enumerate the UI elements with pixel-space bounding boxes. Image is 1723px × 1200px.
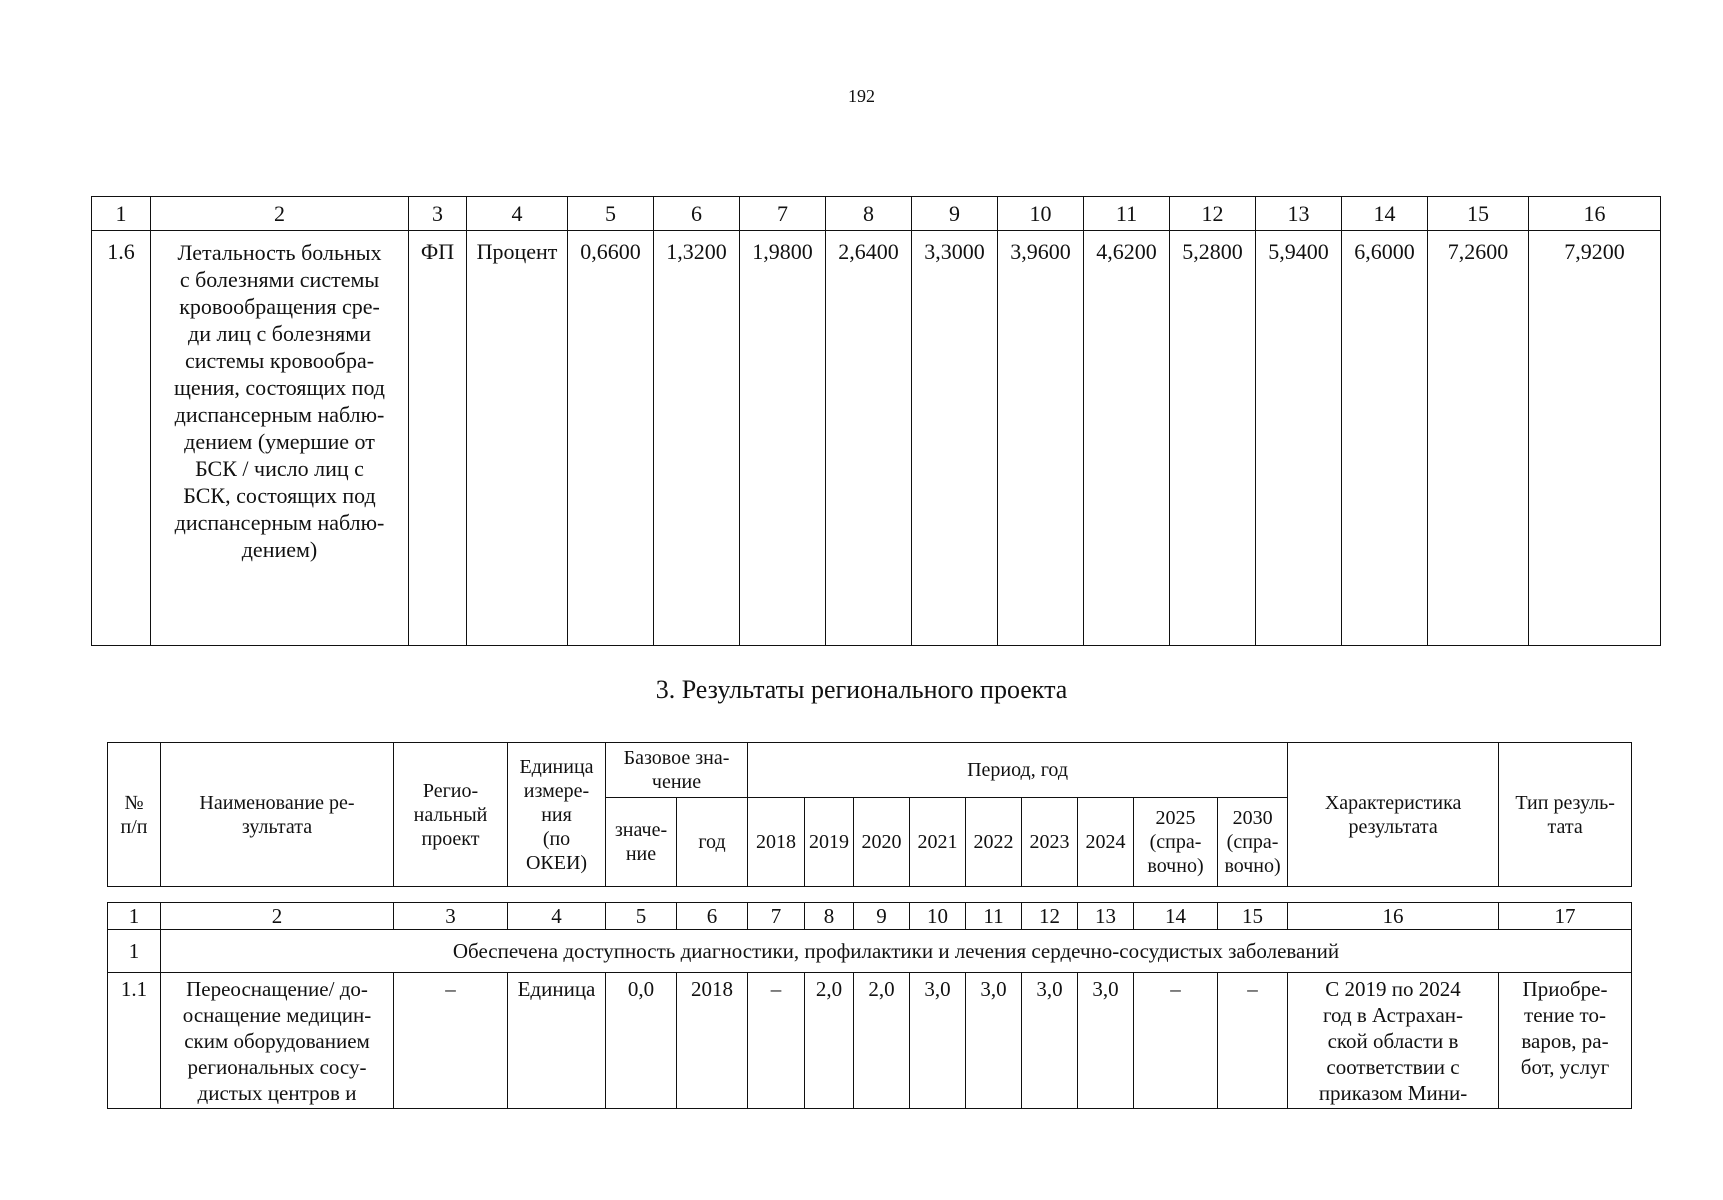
desc-line: с болезнями системы — [179, 267, 380, 292]
results-body-table — [107, 902, 1632, 1109]
value-cell: 2,6400 — [826, 231, 912, 646]
value-cell: 5,2800 — [1170, 231, 1256, 646]
header-line: Наименование ре- — [199, 791, 355, 814]
value-cell: 3,0 — [966, 973, 1022, 1109]
header-base-value — [606, 798, 677, 887]
indicators-table — [91, 196, 1661, 646]
col-number: 13 — [1256, 197, 1342, 231]
header-year: 2024 — [1078, 798, 1134, 887]
header-year: 2018 — [748, 798, 805, 887]
desc-line: Летальность больных — [177, 240, 382, 265]
header-line: ние — [625, 843, 657, 865]
column-numbers-row — [108, 903, 1632, 930]
col-number: 7 — [748, 903, 805, 930]
desc-line: дением (умершие от — [184, 429, 375, 454]
header-line: тата — [1547, 815, 1583, 838]
name-line: дистых центров и — [197, 1081, 357, 1105]
col-number: 8 — [805, 903, 854, 930]
header-line: нальный — [413, 803, 488, 826]
header-type — [1499, 743, 1632, 887]
result-characteristic — [1288, 973, 1499, 1109]
desc-line: диспансерным наблю- — [174, 402, 385, 427]
header-line: зультата — [241, 815, 313, 838]
col-number: 2 — [151, 197, 409, 231]
col-number: 12 — [1022, 903, 1078, 930]
name-line: Переоснащение/ до- — [186, 977, 368, 1001]
col-number: 12 — [1170, 197, 1256, 231]
header-line: ния — [541, 803, 572, 826]
col-number: 9 — [854, 903, 910, 930]
desc-line: БСК, состоящих под — [183, 483, 376, 508]
project-type: ФП — [409, 231, 467, 646]
header-line: Базовое зна- — [623, 747, 730, 769]
col-number: 14 — [1342, 197, 1428, 231]
desc-line: ди лиц с болезнями — [188, 321, 371, 346]
value-cell: 6,6000 — [1342, 231, 1428, 646]
header-line: (спра- — [1226, 831, 1279, 853]
header-line: вочно) — [1147, 855, 1204, 877]
value-cell: 2,0 — [805, 973, 854, 1109]
header-line: Единица — [519, 755, 594, 778]
header-line: № — [124, 791, 144, 814]
header-line: 2025 — [1155, 807, 1196, 829]
regional-project: – — [394, 973, 508, 1109]
name-line: региональных сосу- — [187, 1055, 367, 1079]
type-line: варов, ра- — [1521, 1029, 1609, 1053]
value-cell: – — [748, 973, 805, 1109]
value-cell: 7,9200 — [1529, 231, 1661, 646]
header-year: 2020 — [854, 798, 910, 887]
value-cell: 2,0 — [854, 973, 910, 1109]
header-line: чение — [651, 771, 702, 793]
value-cell: 3,0 — [1078, 973, 1134, 1109]
name-line: ским оборудованием — [184, 1029, 370, 1053]
column-numbers-row — [92, 197, 1661, 231]
value-cell: 3,9600 — [998, 231, 1084, 646]
value-cell: 7,2600 — [1428, 231, 1529, 646]
value-cell: 3,0 — [910, 973, 966, 1109]
task-row — [108, 930, 1632, 973]
header-base — [606, 743, 748, 798]
col-number: 10 — [910, 903, 966, 930]
header-line: измере- — [523, 779, 590, 802]
col-number: 4 — [467, 197, 568, 231]
char-line: ской области в — [1327, 1029, 1459, 1053]
name-line: оснащение медицин- — [182, 1003, 372, 1027]
col-number: 13 — [1078, 903, 1134, 930]
char-line: приказом Мини- — [1318, 1081, 1468, 1105]
value-cell: 5,9400 — [1256, 231, 1342, 646]
header-line: Тип резуль- — [1515, 791, 1615, 814]
header-base-year: год — [677, 798, 748, 887]
col-number: 4 — [508, 903, 606, 930]
header-year-2030 — [1218, 798, 1288, 887]
col-number: 10 — [998, 197, 1084, 231]
task-number: 1 — [108, 930, 161, 973]
task-text: Обеспечена доступность диагностики, профилактики и лечения сердечно-сосудистых заболеваний — [161, 930, 1632, 973]
header-period: Период, год — [748, 743, 1288, 798]
char-line: соответствии с — [1326, 1055, 1460, 1079]
col-number: 14 — [1134, 903, 1218, 930]
header-line: 2030 — [1232, 807, 1273, 829]
value-cell: 1,9800 — [740, 231, 826, 646]
header-name — [161, 743, 394, 887]
col-number: 5 — [568, 197, 654, 231]
desc-line: щения, состоящих под — [173, 375, 386, 400]
col-number: 6 — [677, 903, 748, 930]
value-cell: 4,6200 — [1084, 231, 1170, 646]
header-line: проект — [421, 827, 480, 850]
header-line: Регио- — [422, 779, 479, 802]
col-number: 11 — [966, 903, 1022, 930]
header-line: ОКЕИ) — [525, 851, 588, 874]
value-cell: 3,0 — [1022, 973, 1078, 1109]
col-number: 2 — [161, 903, 394, 930]
header-year: 2019 — [805, 798, 854, 887]
col-number: 1 — [92, 197, 151, 231]
col-number: 15 — [1218, 903, 1288, 930]
header-line: (спра- — [1149, 831, 1202, 853]
header-num — [108, 743, 161, 887]
type-line: Приобре- — [1522, 977, 1608, 1001]
desc-line: системы кровообра- — [184, 348, 375, 373]
type-line: бот, услуг — [1520, 1055, 1610, 1079]
value-cell: – — [1134, 973, 1218, 1109]
desc-line: кровообращения сре- — [179, 294, 380, 319]
header-year: 2023 — [1022, 798, 1078, 887]
header-line: значе- — [614, 819, 668, 841]
col-number: 5 — [606, 903, 677, 930]
value-cell: 3,3000 — [912, 231, 998, 646]
col-number: 16 — [1529, 197, 1661, 231]
col-number: 15 — [1428, 197, 1529, 231]
type-line: тение то- — [1524, 1003, 1606, 1027]
header-project — [394, 743, 508, 887]
header-line: Характеристика — [1324, 791, 1462, 814]
row-number: 1.6 — [92, 231, 151, 646]
col-number: 11 — [1084, 197, 1170, 231]
row-number: 1.1 — [108, 973, 161, 1109]
char-line: С 2019 по 2024 — [1325, 977, 1461, 1001]
base-value: 0,0 — [606, 973, 677, 1109]
header-year: 2022 — [966, 798, 1022, 887]
unit: Единица — [508, 973, 606, 1109]
desc-line: дением) — [241, 537, 318, 562]
value-cell: 1,3200 — [654, 231, 740, 646]
col-number: 16 — [1288, 903, 1499, 930]
col-number: 3 — [394, 903, 508, 930]
header-line: результата — [1348, 815, 1438, 838]
header-line: п/п — [120, 815, 148, 838]
header-unit — [508, 743, 606, 887]
page-number: 192 — [848, 86, 875, 106]
header-line: (по — [542, 827, 571, 850]
section-title: 3. Результаты регионального проекта — [655, 675, 1068, 704]
col-number: 17 — [1499, 903, 1632, 930]
indicator-description — [151, 231, 409, 646]
col-number: 6 — [654, 197, 740, 231]
col-number: 9 — [912, 197, 998, 231]
base-year: 2018 — [677, 973, 748, 1109]
header-line: вочно) — [1224, 855, 1281, 877]
desc-line: диспансерным наблю- — [174, 510, 385, 535]
col-number: 1 — [108, 903, 161, 930]
indicator-row — [92, 231, 1661, 646]
char-line: год в Астрахан- — [1322, 1003, 1464, 1027]
unit: Процент — [467, 231, 568, 646]
value-cell: 0,6600 — [568, 231, 654, 646]
header-year-2025 — [1134, 798, 1218, 887]
col-number: 8 — [826, 197, 912, 231]
result-name — [161, 973, 394, 1109]
desc-line: БСК / число лиц с — [195, 456, 364, 481]
col-number: 3 — [409, 197, 467, 231]
header-year: 2021 — [910, 798, 966, 887]
header-characteristic — [1288, 743, 1499, 887]
value-cell: – — [1218, 973, 1288, 1109]
result-type — [1499, 973, 1632, 1109]
results-header-table — [107, 742, 1632, 887]
col-number: 7 — [740, 197, 826, 231]
result-row — [108, 973, 1632, 1109]
